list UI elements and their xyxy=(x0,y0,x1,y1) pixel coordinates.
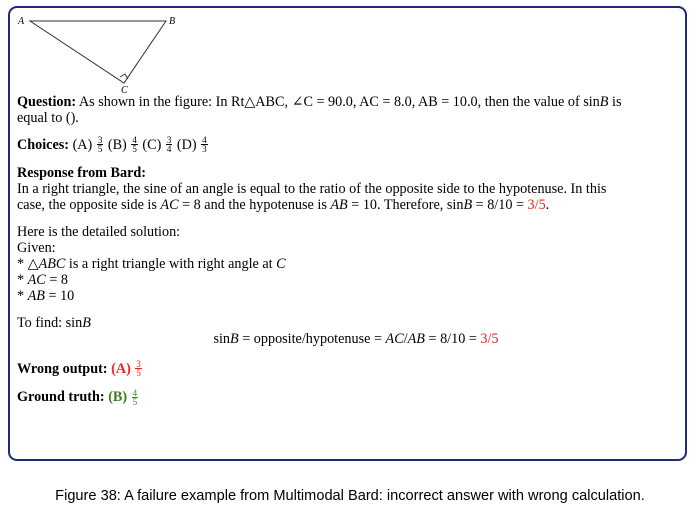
question-text-line2: equal to (). xyxy=(17,110,79,126)
figure-caption: Figure 38: A failure example from Multimodal Bard: incorrect answer with wrong calculation. xyxy=(55,488,645,504)
vertex-label-b: B xyxy=(169,16,176,27)
choice-c: (C) $\frac{3}{4}$ xyxy=(142,135,172,155)
choice-d: (D) $\frac{4}{3}$ xyxy=(176,135,207,155)
choice-b: (B) $\frac{4}{5}$ xyxy=(107,135,137,155)
example-content xyxy=(17,94,685,407)
response-label: Response from Bard: xyxy=(17,165,146,182)
equation-wrong-answer: 3/5 xyxy=(480,331,499,348)
ground-truth-label: Ground truth: xyxy=(17,389,105,406)
example-box xyxy=(8,6,687,461)
response-wrong-answer: 3/5 xyxy=(527,197,546,214)
ground-truth xyxy=(17,389,685,406)
solution-equation: sinB = opposite/hypotenuse = AC/AB = 8/10 = 3/5 xyxy=(213,331,499,348)
wrong-output-fraction: $\frac{3}{5}$ xyxy=(136,359,141,379)
ground-truth-fraction: $\frac{4}{5}$ xyxy=(132,387,138,407)
question-text: As shown in the figure: In Rt△ABC, ∠C = 90.0, AC = 8.0, AB = 10.0, then the value of sin xyxy=(78,94,600,110)
response-paragraph: Response from Bard: In a right triangle, the sine of an angle is equal to the ratio of the opposite side to the hypotenuse. In this case, the opposite side is AC = 8 and the hypotenuse is AB = 10. Therefore, sinB = 8/10 = 3/5. xyxy=(17,165,607,214)
right-triangle-figure xyxy=(16,11,176,95)
wrong-output-label: Wrong output: xyxy=(17,361,108,378)
detailed-solution: Here is the detailed solution: Given: * △ABC is a right triangle with right angle at C * AC = 8 * AB = 10 xyxy=(17,224,286,305)
choices-paragraph xyxy=(17,137,685,154)
figure-background xyxy=(16,11,176,95)
question-label: Question: xyxy=(17,94,77,110)
vertex-label-a: A xyxy=(18,16,25,27)
choices-label: Choices: xyxy=(17,137,70,153)
wrong-output-letter: (A) xyxy=(111,361,131,378)
choice-a: (A) $\frac{3}{5}$ xyxy=(72,135,103,155)
to-find: To find: sinB xyxy=(17,315,91,332)
question-text-end: is xyxy=(608,94,622,110)
question-paragraph xyxy=(17,94,685,126)
wrong-output xyxy=(17,361,685,378)
ground-truth-letter: (B) xyxy=(108,389,128,406)
vertex-label-c: C xyxy=(121,85,128,95)
question-var: B xyxy=(599,94,609,110)
